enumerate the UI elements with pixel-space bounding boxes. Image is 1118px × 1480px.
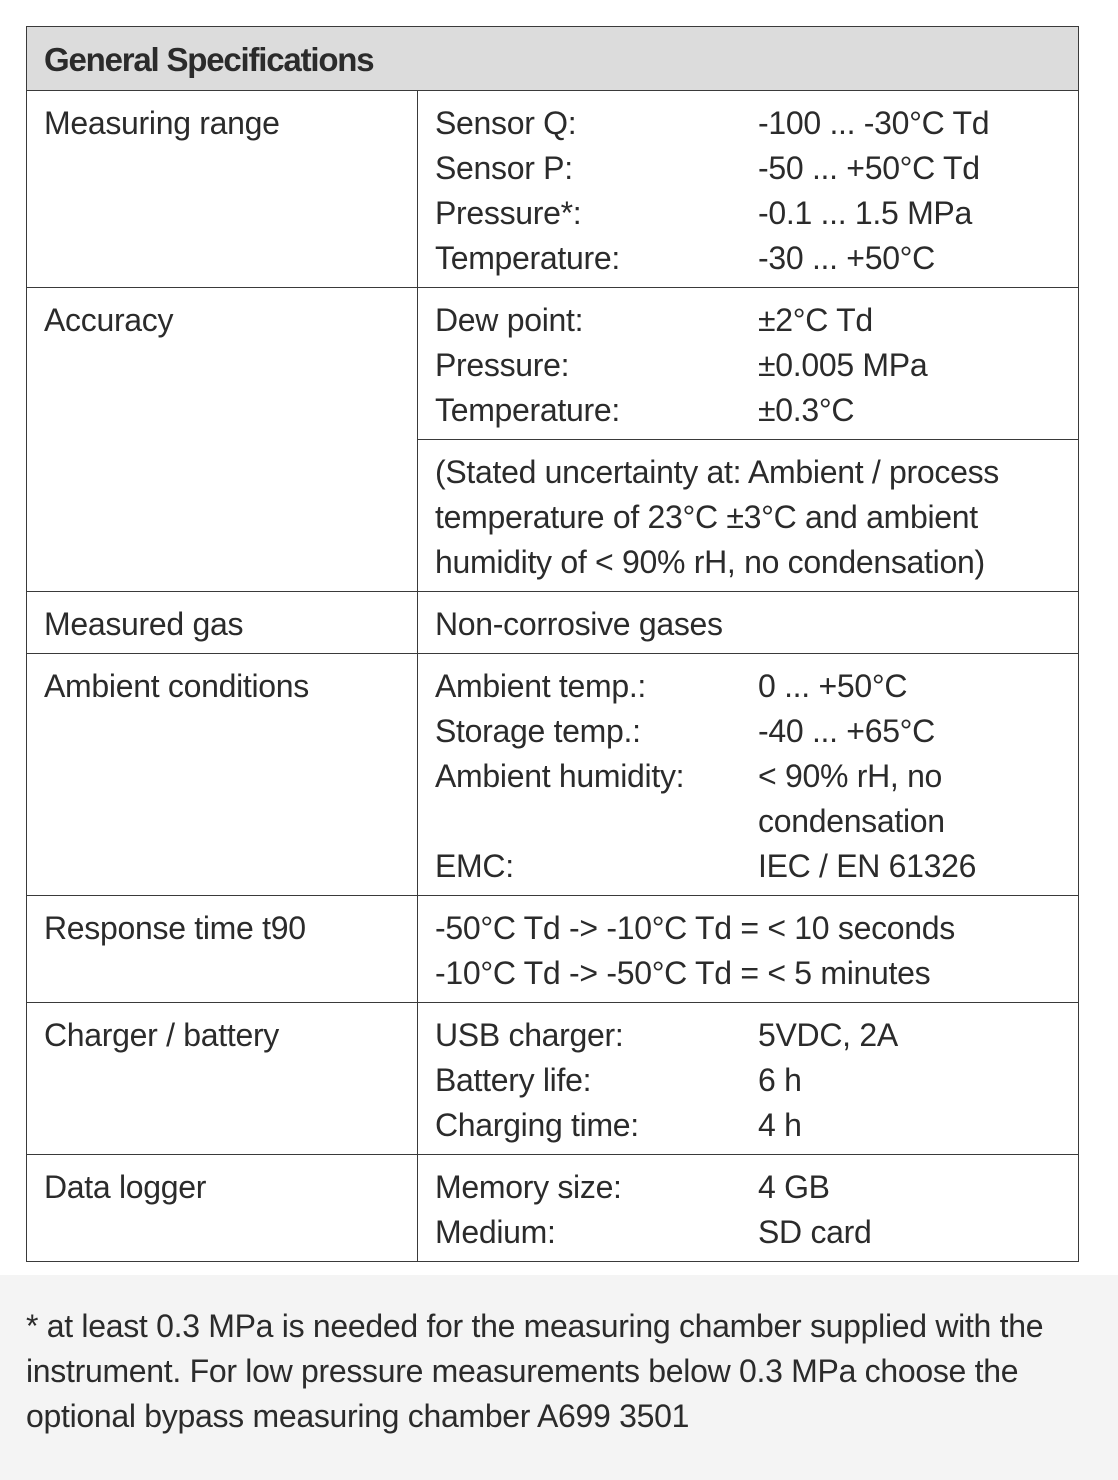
spec-item [435, 1165, 1062, 1210]
row-values [418, 1003, 1079, 1155]
spec-item [435, 844, 1062, 889]
response-line: -50°C Td -> -10°C Td = < 10 seconds [435, 910, 955, 946]
table-row [27, 654, 1079, 896]
spec-value: 4 GB [758, 1169, 830, 1205]
spec-key: Pressure: [435, 347, 570, 383]
spec-item [435, 146, 1062, 191]
row-values [418, 654, 1079, 896]
spec-value: 0 ... +50°C [758, 668, 908, 704]
row-values [418, 288, 1079, 440]
spec-key: USB charger: [435, 1017, 624, 1053]
row-label: Charger / battery [27, 1003, 418, 1155]
spec-value: -100 ... -30°C Td [758, 105, 990, 141]
spec-item [435, 191, 1062, 236]
spec-value: < 90% rH, no condensation [758, 758, 945, 839]
table-title: General Specifications [27, 27, 1079, 91]
spec-value: -40 ... +65°C [758, 713, 935, 749]
spec-item [435, 754, 1062, 844]
footnote: * at least 0.3 MPa is needed for the measuring chamber supplied with the instrument. For low pressure measurements below 0.3 MPa choose the optional bypass measuring chamber A699 3501 [26, 1308, 1044, 1434]
row-label: Response time t90 [27, 896, 418, 1003]
spec-key: Pressure*: [435, 195, 582, 231]
spec-value: ±2°C Td [758, 302, 873, 338]
spec-key: Sensor P: [435, 150, 573, 186]
table-row [27, 1003, 1079, 1155]
row-values [418, 91, 1079, 288]
table-row [27, 91, 1079, 288]
spec-key: Dew point: [435, 302, 584, 338]
spec-value: 5VDC, 2A [758, 1017, 898, 1053]
spec-item [435, 388, 1062, 433]
uncertainty-note: (Stated uncertainty at: Ambient / process temperature of 23°C ±3°C and ambient humidity of < 90% rH, no condensation) [418, 440, 1079, 592]
spec-key: Storage temp.: [435, 713, 641, 749]
table-row [27, 592, 1079, 654]
spec-item [435, 343, 1062, 388]
general-specifications-table [26, 26, 1079, 1262]
spec-value: ±0.3°C [758, 392, 855, 428]
spec-value: IEC / EN 61326 [758, 848, 977, 884]
spec-item [435, 1103, 1062, 1148]
spec-key: Ambient humidity: [435, 758, 685, 794]
spec-item [435, 1013, 1062, 1058]
row-values [418, 896, 1079, 1003]
spec-item [435, 664, 1062, 709]
spec-key: Sensor Q: [435, 105, 577, 141]
spec-key: Temperature: [435, 240, 620, 276]
row-label: Ambient conditions [27, 654, 418, 896]
spec-value: -30 ... +50°C [758, 240, 935, 276]
spec-item [435, 1210, 1062, 1255]
spec-value: SD card [758, 1214, 872, 1250]
spec-item [435, 236, 1062, 281]
row-label: Measured gas [27, 592, 418, 654]
spec-key: Memory size: [435, 1169, 622, 1205]
spec-value: 4 h [758, 1107, 802, 1143]
table-row [27, 1155, 1079, 1262]
table-row [27, 288, 1079, 440]
spec-key: EMC: [435, 848, 514, 884]
response-line: -10°C Td -> -50°C Td = < 5 minutes [435, 955, 931, 991]
spec-value: -50 ... +50°C Td [758, 150, 980, 186]
spec-value: -0.1 ... 1.5 MPa [758, 195, 972, 231]
spec-key: Battery life: [435, 1062, 592, 1098]
row-label: Measuring range [27, 91, 418, 288]
row-values [418, 1155, 1079, 1262]
table-row [27, 896, 1079, 1003]
spec-key: Ambient temp.: [435, 668, 647, 704]
row-label: Accuracy [27, 288, 418, 592]
spec-item [435, 298, 1062, 343]
spec-key: Medium: [435, 1214, 556, 1250]
spec-key: Temperature: [435, 392, 620, 428]
spec-value: ±0.005 MPa [758, 347, 928, 383]
row-value: Non-corrosive gases [418, 592, 1079, 654]
spec-key: Charging time: [435, 1107, 639, 1143]
row-label: Data logger [27, 1155, 418, 1262]
spec-item [435, 1058, 1062, 1103]
spec-item [435, 709, 1062, 754]
spec-item [435, 101, 1062, 146]
spec-value: 6 h [758, 1062, 802, 1098]
